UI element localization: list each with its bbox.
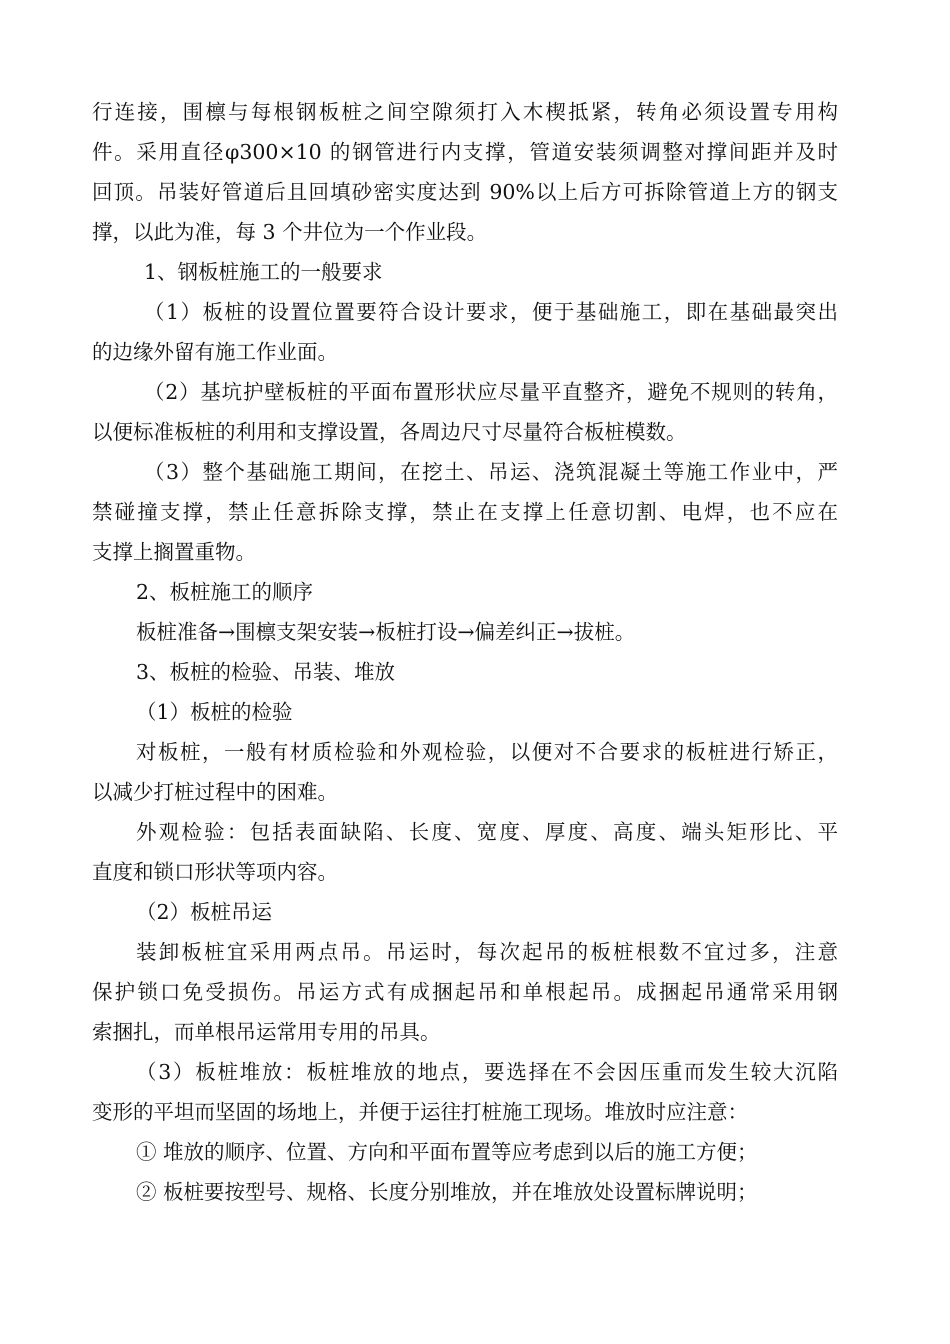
list-item: ② 板桩要按型号、规格、长度分别堆放，并在堆放处设置标牌说明； [136, 1180, 758, 1204]
paragraph-line: 直度和锁口形状等项内容。 [92, 860, 338, 884]
paragraph-line: 变形的平坦而坚固的场地上，并便于运往打桩施工现场。堆放时应注意： [92, 1100, 748, 1124]
paragraph-line: （3）整个基础施工期间，在挖土、吊运、浇筑混凝土等施工作业中，严 [144, 460, 838, 484]
paragraph-line: 板桩准备→围檩支架安装→板桩打设→偏差纠正→拔桩。 [136, 620, 636, 644]
paragraph-line: 以便标准板桩的利用和支撑设置，各周边尺寸尽量符合板桩模数。 [92, 420, 687, 444]
paragraph-line: 支撑上搁置重物。 [92, 540, 256, 564]
paragraph-line: （3）板桩堆放：板桩堆放的地点，要选择在不会因压重而发生较大沉陷 [136, 1060, 838, 1084]
subsection-heading: （2）板桩吊运 [136, 900, 273, 924]
paragraph-line: 行连接，围檩与每根钢板桩之间空隙须打入木楔抵紧，转角必须设置专用构 [92, 100, 838, 124]
subsection-heading: （1）板桩的检验 [136, 700, 293, 724]
paragraph-line: 保护锁口免受损伤。吊运方式有成捆起吊和单根起吊。成捆起吊通常采用钢 [92, 980, 838, 1004]
paragraph-line: 禁碰撞支撑，禁止任意拆除支撑，禁止在支撑上任意切割、电焊，也不应在 [92, 500, 838, 524]
paragraph-line: 回顶。吊装好管道后且回填砂密实度达到 90%以上后方可拆除管道上方的钢支 [92, 180, 838, 204]
paragraph-line: 索捆扎，而单根吊运常用专用的吊具。 [92, 1020, 441, 1044]
paragraph-line: 装卸板桩宜采用两点吊。吊运时，每次起吊的板桩根数不宜过多，注意 [136, 940, 838, 964]
paragraph-line: 撑，以此为准，每 3 个井位为一个作业段。 [92, 220, 488, 244]
paragraph-line: 的边缘外留有施工作业面。 [92, 340, 338, 364]
paragraph-line: （1）板桩的设置位置要符合设计要求，便于基础施工，即在基础最突出 [144, 300, 838, 324]
paragraph-line: 件。采用直径φ300×10 的钢管进行内支撑，管道安装须调整对撑间距并及时 [92, 140, 838, 164]
paragraph-line: 外观检验：包括表面缺陷、长度、宽度、厚度、高度、端头矩形比、平 [136, 820, 838, 844]
section-heading: 3、板桩的检验、吊装、堆放 [136, 660, 396, 684]
paragraph-line: 对板桩，一般有材质检验和外观检验，以便对不合要求的板桩进行矫正， [136, 740, 838, 764]
paragraph-line: 以减少打桩过程中的困难。 [92, 780, 338, 804]
list-item: ① 堆放的顺序、位置、方向和平面布置等应考虑到以后的施工方便； [136, 1140, 758, 1164]
paragraph-line: （2）基坑护壁板桩的平面布置形状应尽量平直整齐，避免不规则的转角， [144, 380, 838, 404]
section-heading: 1、钢板桩施工的一般要求 [144, 260, 383, 284]
section-heading: 2、板桩施工的顺序 [136, 580, 314, 604]
